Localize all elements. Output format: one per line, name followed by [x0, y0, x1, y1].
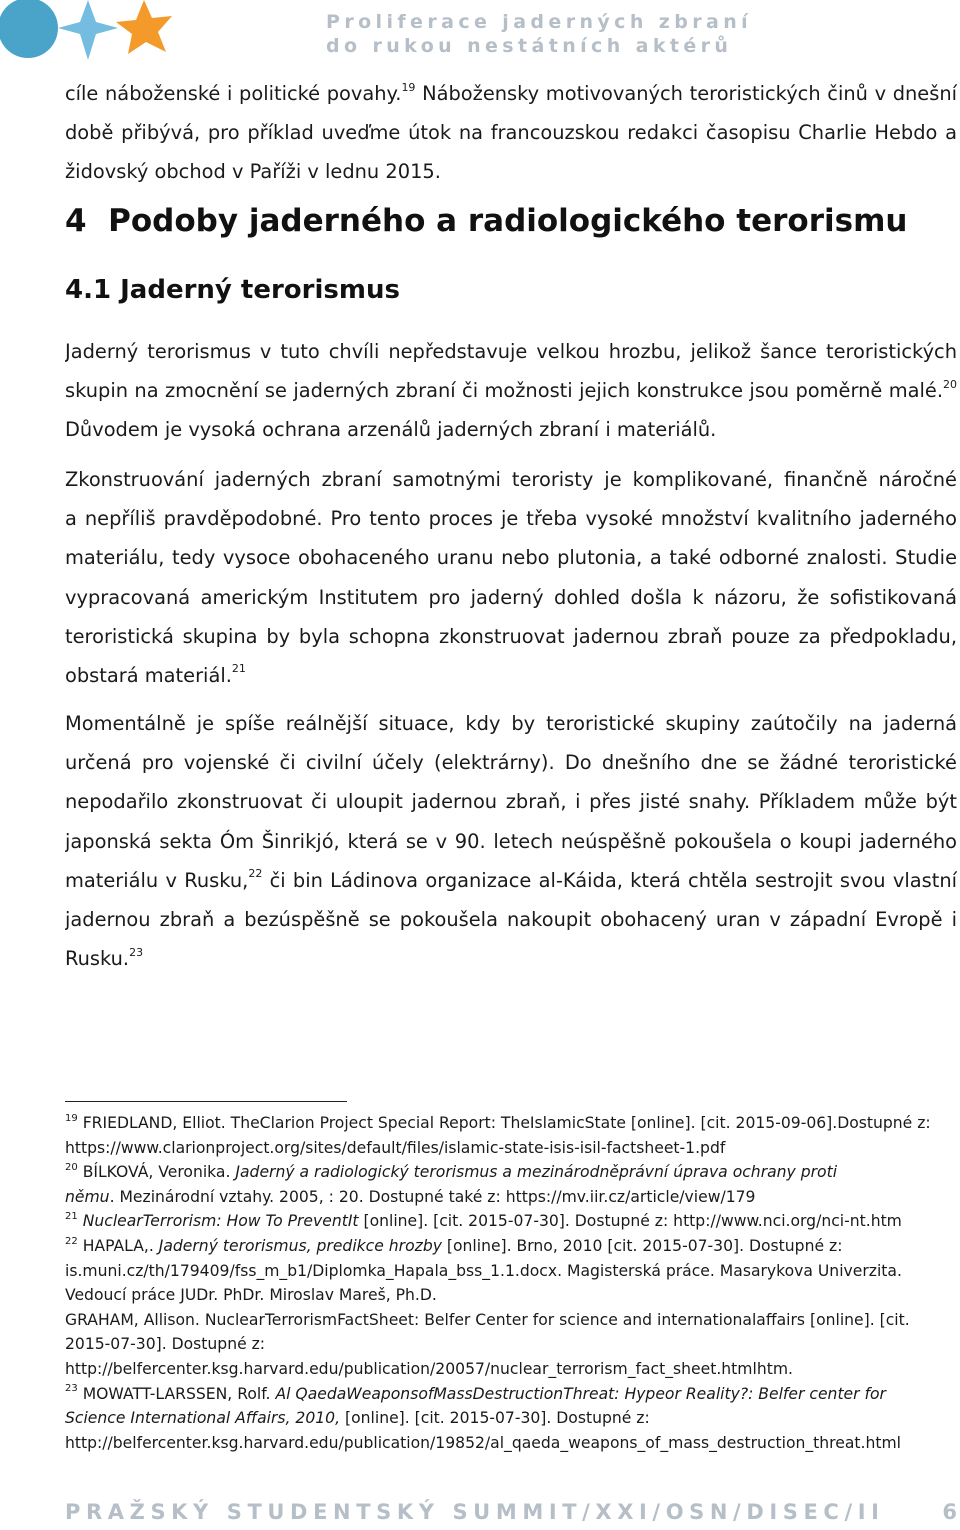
- footnote-23: [65, 1382, 957, 1407]
- footnote-ref: 23: [129, 945, 144, 959]
- text-line: [65, 861, 957, 900]
- page-number: 6: [942, 1500, 957, 1524]
- section-heading: 4 Podoby jaderného a radiologického terorismu: [65, 203, 908, 239]
- footnote-21: [65, 1209, 957, 1234]
- footnote-number: 23: [65, 1383, 78, 1395]
- text-span: Nábožensky motivovaných teroristických činů v dnešní: [415, 82, 957, 105]
- footnote-text: [65, 1185, 957, 1210]
- footnote-text: Vedoucí práce JUDr. PhDr. Miroslav Mareš, Ph.D.: [65, 1286, 437, 1305]
- footnote-title: Jaderný terorismus, predikce hrozby: [158, 1236, 442, 1255]
- footnote-19: [65, 1111, 957, 1136]
- text-span: či bin Ládinova organizace al-Káida, která chtěla sestrojit svou vlastní: [262, 868, 957, 892]
- text-line: Důvodem je vysoká ochrana arzenálů jaderných zbraní i materiálů.: [65, 418, 717, 442]
- footnote-ref: 21: [231, 662, 246, 676]
- text-line: a nepříliš pravděpodobné. Pro tento proces je třeba vysoké množství kvalitního jaderného: [65, 507, 957, 531]
- text-line: japonská sekta Óm Šinrikjó, která se v 90. letech neúspěšně pokoušela o koupi jaderného: [65, 829, 957, 853]
- footnote-number: 20: [65, 1162, 78, 1173]
- footnote-number: 22: [65, 1235, 78, 1247]
- paragraph-3: [65, 704, 957, 978]
- footnote-title: němu: [65, 1187, 110, 1206]
- footnote-ref: 19: [401, 80, 416, 94]
- footnote-text: [65, 1406, 957, 1431]
- paragraph-1: [65, 332, 957, 450]
- text-span: skupin na zmocnění se jaderných zbraní či možnosti jejich konstrukce jsou poměrně malé.: [65, 379, 943, 403]
- header-title-line2: do rukou nestátních aktérů: [326, 35, 733, 57]
- footnote-text: HAPALA,.: [77, 1236, 159, 1255]
- intro-paragraph: [65, 74, 957, 192]
- text-line: [65, 74, 957, 113]
- text-line: Zkonstruování jaderných zbraní samotnými teroristy je komplikované, finančně náročné: [65, 468, 957, 491]
- text-line: materiálu, tedy vysoce obohaceného uranu nebo plutonia, a také odborné znalosti. Studie: [65, 546, 957, 570]
- paragraph-2: [65, 460, 957, 695]
- footnote-link[interactable]: https://www.clarionproject.org/sites/default/files/islamic-state-isis-isil-factsheet-1.pdf: [65, 1138, 726, 1157]
- footnote-text: GRAHAM, Allison. NuclearTerrorismFactSheet: Belfer Center for science and internationalaffairs [online]. [cit.: [65, 1310, 910, 1329]
- footnote-number: 21: [65, 1211, 78, 1223]
- text-line: určená pro vojenské či civilní účely (elektrárny). Do dnešního dne se žádné teroristické: [65, 751, 957, 775]
- footnote-text: [online]. Brno, 2010 [cit. 2015-07-30]. Dostupné z:: [441, 1236, 843, 1255]
- text-line: [65, 371, 957, 410]
- text-line: nepodařilo zkonstruovat či uloupit jadernou zbraň, i přes jisté snahy. Příkladem může být: [65, 790, 957, 814]
- text-line: [65, 656, 957, 695]
- footnote-ref: 22: [248, 867, 263, 881]
- logo-star-orange: [116, 0, 172, 54]
- text-line: Momentálně je spíše reálnější situace, kdy by teroristické skupiny zaútočily na jaderná: [65, 712, 957, 735]
- footnote-title: Jaderný a radiologický terorismus a mezinárodněprávní úprava ochrany proti: [235, 1163, 838, 1182]
- footnote-number: 19: [65, 1112, 78, 1124]
- footnote-title: Science International Affairs, 2010,: [65, 1409, 341, 1428]
- text-line: [65, 939, 957, 978]
- footer-title: PRAŽSKÝ STUDENTSKÝ SUMMIT/XXI/OSN/DISEC/II: [65, 1500, 885, 1524]
- text-line: době přibývá, pro příklad uveďme útok na francouzskou redakci časopisu Charlie Hebdo a: [65, 121, 957, 145]
- footnote-text: MOWATT-LARSSEN, Rolf.: [77, 1384, 276, 1403]
- text-span: cíle náboženské i politické povahy.: [65, 82, 402, 105]
- logo-star-blue: [58, 0, 118, 60]
- footnote-22: [65, 1234, 957, 1259]
- header-title-line1: Proliferace jaderných zbraní: [326, 11, 753, 33]
- footnote-link[interactable]: http://belfercenter.ksg.harvard.edu/publication/20057/nuclear_terrorism_fact_sheet.htmlhtm.: [65, 1359, 793, 1378]
- text-span: Rusku.: [65, 947, 130, 971]
- footnote-link[interactable]: http://belfercenter.ksg.harvard.edu/publication/19852/al_qaeda_weapons_of_mass_destruction_threat.html: [65, 1433, 901, 1452]
- page-footer: [65, 1500, 957, 1530]
- footnote-title: Al QaedaWeaponsofMassDestructionThreat: Hypeor Reality?: Belfer center for: [275, 1384, 886, 1403]
- footnote-title: NuclearTerrorism: How To PreventIt: [77, 1212, 359, 1231]
- footnotes: [65, 1111, 957, 1455]
- header-title: [326, 10, 753, 58]
- footnote-text: is.muni.cz/th/179409/fss_m_b1/Diplomka_Hapala_bss_1.1.docx. Magisterská práce. Masarykova Univerzita.: [65, 1261, 902, 1280]
- text-line: teroristická skupina by byla schopna zkonstruovat jadernou zbraň pouze za předpokladu,: [65, 624, 957, 648]
- footnote-text: BÍLKOVÁ, Veronika.: [77, 1163, 236, 1182]
- text-line: židovský obchod v Paříži v lednu 2015.: [65, 160, 441, 184]
- text-span: obstará materiál.: [65, 663, 232, 687]
- footnote-text: [online]. [cit. 2015-07-30]. Dostupné z:: [340, 1409, 650, 1428]
- text-line: jadernou zbraň a bezúspěšně se pokoušela nakoupit obohacený uran v západní Evropě i: [65, 907, 957, 931]
- subsection-heading: 4.1 Jaderný terorismus: [65, 275, 400, 305]
- logo-circle: [0, 0, 58, 58]
- footnote-ref: 20: [943, 377, 957, 391]
- footnote-text: . Mezinárodní vztahy. 2005, : 20. Dostupné také z: https://mv.iir.cz/article/view/179: [109, 1187, 756, 1206]
- footnote-text: [online]. [cit. 2015-07-30]. Dostupné z: http://www.nci.org/nci-nt.htm: [358, 1212, 902, 1231]
- footnote-divider: [65, 1101, 347, 1102]
- text-line: Jaderný terorismus v tuto chvíli nepředstavuje velkou hrozbu, jelikož šance teroristických: [65, 340, 957, 363]
- footnote-text: FRIEDLAND, Elliot. TheClarion Project Special Report: TheIslamicState [online]. [cit. 2015-09-06].Dostupné z:: [77, 1114, 931, 1132]
- text-span: materiálu v Rusku,: [65, 868, 249, 892]
- footnote-text: 2015-07-30]. Dostupné z:: [65, 1335, 266, 1354]
- footnote-20: [65, 1160, 957, 1185]
- text-line: vypracovaná americkým Institutem pro jaderný dohled došla k názoru, že sofistikovaná: [65, 585, 957, 609]
- summit-logo: [0, 0, 175, 66]
